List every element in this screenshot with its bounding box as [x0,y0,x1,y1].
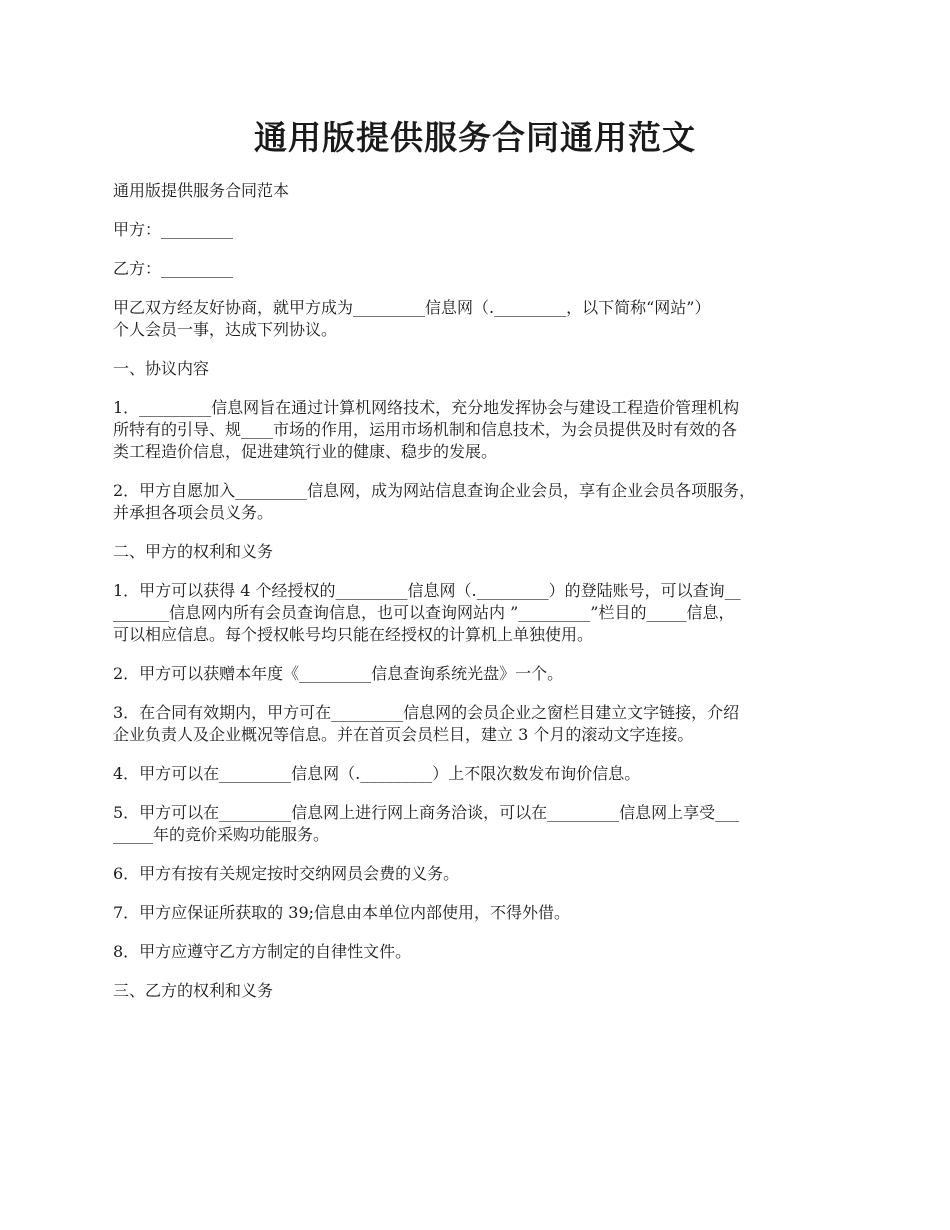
clause-2-3: 3．在合同有效期内，甲方可在_________信息网的会员企业之窗栏目建立文字链接，介绍 企业负责人及企业概况等信息。并在首页会员栏目，建立 3 个月的滚动文字连接。 [113,703,740,744]
section-heading-3: 三、乙方的权利和义务 [113,981,274,1000]
clause-1-2: 2．甲方自愿加入_________信息网，成为网站信息查询企业会员，享有企业会员各项服务， 并承担各项会员义务。 [113,481,756,522]
doc-subtitle: 通用版提供服务合同范本 [113,181,290,200]
clause-2-5: 5．甲方可以在_________信息网上进行网上商务洽谈，可以在_________信息网上享受___ _____年的竞价采购功能服务。 [113,803,740,844]
document-body [113,180,853,1019]
section-heading-2: 二、甲方的权利和义务 [113,542,274,561]
preamble-paragraph: 甲乙双方经友好协商，就甲方成为_________信息网（._________，以下简称“网站”） 个人会员一事，达成下列协议。 [113,298,711,339]
clause-2-8: 8．甲方应遵守乙方方制定的自律性文件。 [113,942,412,961]
clause-2-7: 7．甲方应保证所获取的 39;信息由本单位内部使用，不得外借。 [113,903,571,922]
clause-2-1: 1．甲方可以获得 4 个经授权的_________信息网（._________）的登陆账号，可以查询__ _______信息网内所有会员查询信息，也可以查询网站内 ”_________”栏目的_____信息， 可以相应信息。每个授权帐号均只能在经授权的计算机上单独使用。 [113,581,741,644]
clause-2-6: 6．甲方有按有关规定按时交纳网员会费的义务。 [113,864,460,883]
document-title: 通用版提供服务合同通用范文 [254,118,696,157]
clause-1-1: 1．_________信息网旨在通过计算机网络技术，充分地发挥协会与建设工程造价管理机构 所特有的引导、规____市场的作用，运用市场机制和信息技术，为会员提供及时有效的各 类工程造价信息，促进建筑行业的健康、稳步的发展。 [113,398,740,461]
party-a-line: 甲方：_________ [113,220,234,239]
clause-2-2: 2．甲方可以获赠本年度《_________信息查询系统光盘》一个。 [113,664,564,683]
party-b-line: 乙方：_________ [113,259,234,278]
section-heading-1: 一、协议内容 [113,359,210,378]
clause-2-4: 4．甲方可以在_________信息网（._________）上不限次数发布询价信息。 [113,764,641,783]
